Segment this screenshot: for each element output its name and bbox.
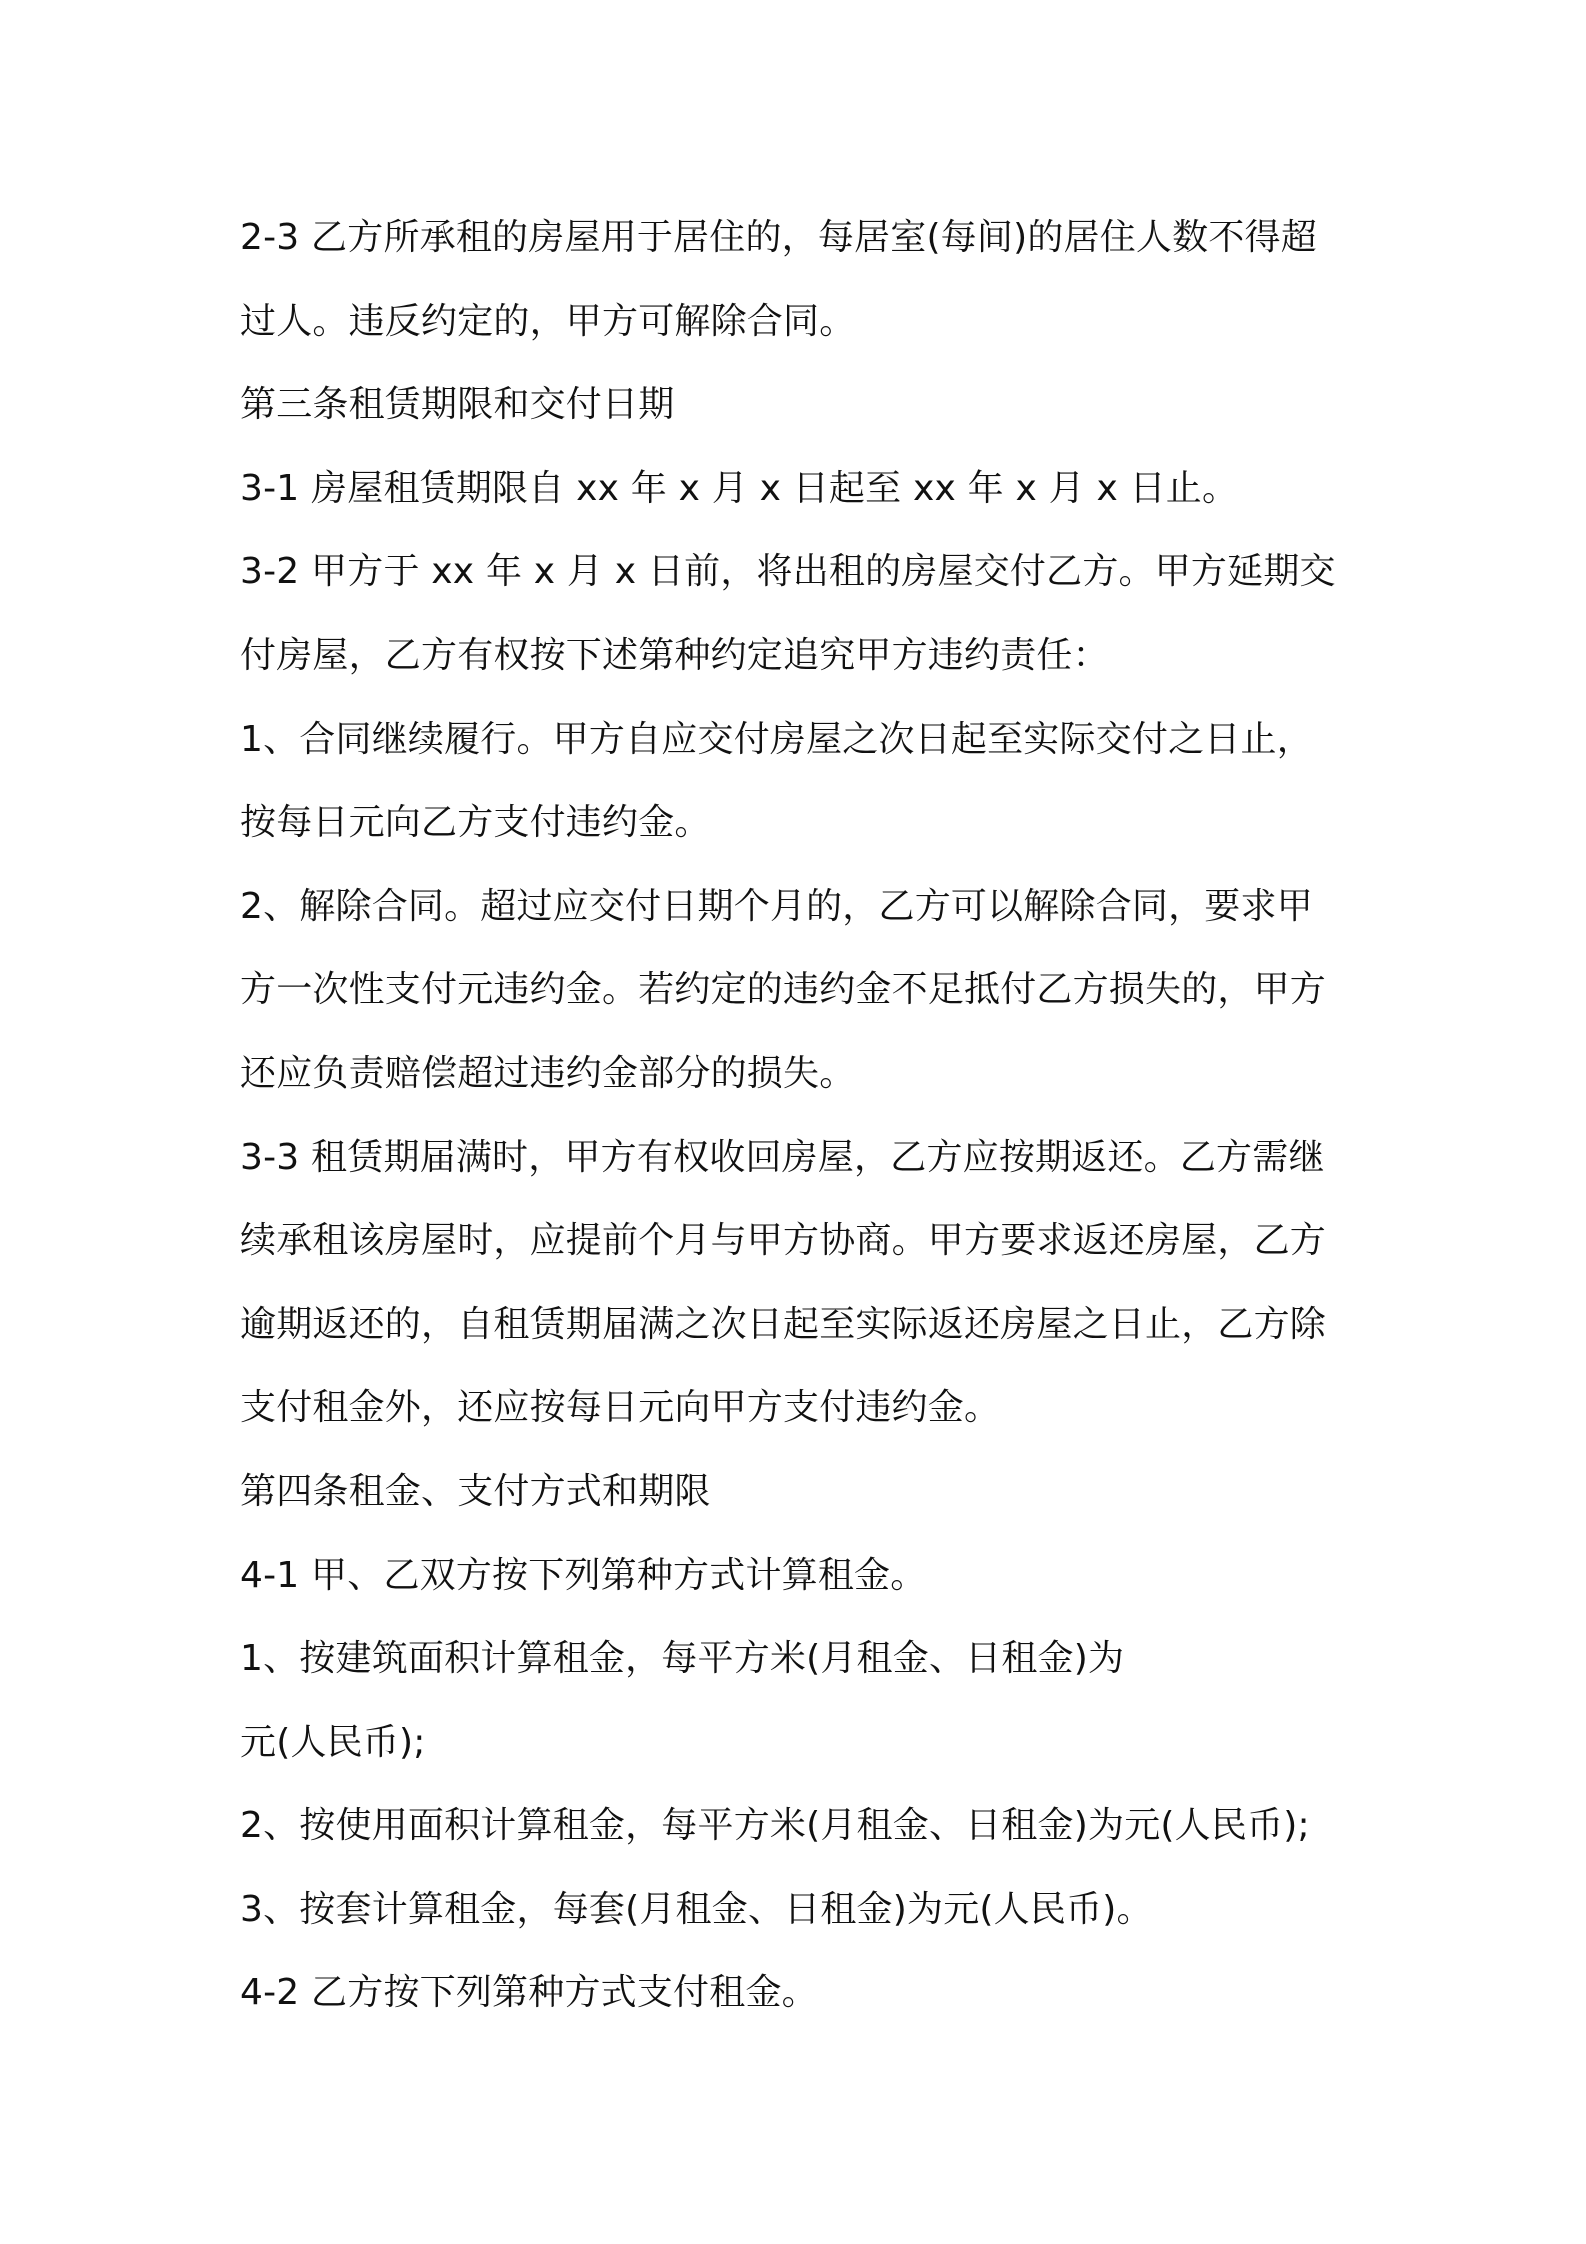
clause-3-3-line-4: 支付租金外，还应按每日元向甲方支付违约金。	[240, 1387, 1001, 1429]
clause-4-1: 4-1 甲、乙双方按下列第种方式计算租金。	[240, 1554, 927, 1596]
clause-3-1: 3-1 房屋租赁期限自 xx 年 x 月 x 日起至 xx 年 x 月 x 日止。	[240, 467, 1239, 509]
clause-3-2-option-2-line-3: 还应负责赔偿超过违约金部分的损失。	[240, 1052, 856, 1094]
clause-2-3-line-1: 2-3 乙方所承租的房屋用于居住的，每居室(每间)的居住人数不得超	[240, 217, 1317, 258]
clause-3-3-line-3: 逾期返还的，自租赁期届满之次日起至实际返还房屋之日止，乙方除	[240, 1303, 1327, 1345]
article-3-heading: 第三条租赁期限和交付日期	[240, 384, 675, 426]
clause-3-2-option-1-line-1: 1、合同继续履行。甲方自应交付房屋之次日起至实际交付之日止，	[240, 718, 1313, 760]
clause-4-1-option-1-line-2: 元(人民币);	[240, 1721, 426, 1763]
clause-2-3-line-2: 过人。违反约定的，甲方可解除合同。	[240, 300, 856, 342]
clause-4-1-option-2: 2、按使用面积计算租金，每平方米(月租金、日租金)为元(人民币);	[240, 1805, 1310, 1847]
clause-3-2-line-1: 3-2 甲方于 xx 年 x 月 x 日前，将出租的房屋交付乙方。甲方延期交	[240, 551, 1336, 593]
clause-3-2-option-2-line-1: 2、解除合同。超过应交付日期个月的，乙方可以解除合同，要求甲	[240, 885, 1313, 927]
clause-3-3-line-2: 续承租该房屋时，应提前个月与甲方协商。甲方要求返还房屋，乙方	[240, 1220, 1327, 1262]
clause-3-2-option-2-line-2: 方一次性支付元违约金。若约定的违约金不足抵付乙方损失的，甲方	[240, 969, 1327, 1011]
clause-3-2-option-1-line-2: 按每日元向乙方支付违约金。	[240, 802, 711, 844]
clause-3-3-line-1: 3-3 租赁期届满时，甲方有权收回房屋，乙方应按期返还。乙方需继	[240, 1136, 1325, 1178]
clause-4-1-option-1-line-1: 1、按建筑面积计算租金，每平方米(月租金、日租金)为	[240, 1638, 1125, 1680]
document-body	[240, 196, 1360, 2035]
clause-3-2-line-2: 付房屋，乙方有权按下述第种约定追究甲方违约责任：	[240, 634, 1109, 676]
clause-4-2: 4-2 乙方按下列第种方式支付租金。	[240, 1972, 818, 2014]
article-4-heading: 第四条租金、支付方式和期限	[240, 1470, 711, 1512]
clause-4-1-option-3: 3、按套计算租金，每套(月租金、日租金)为元(人民币)。	[240, 1888, 1153, 1930]
